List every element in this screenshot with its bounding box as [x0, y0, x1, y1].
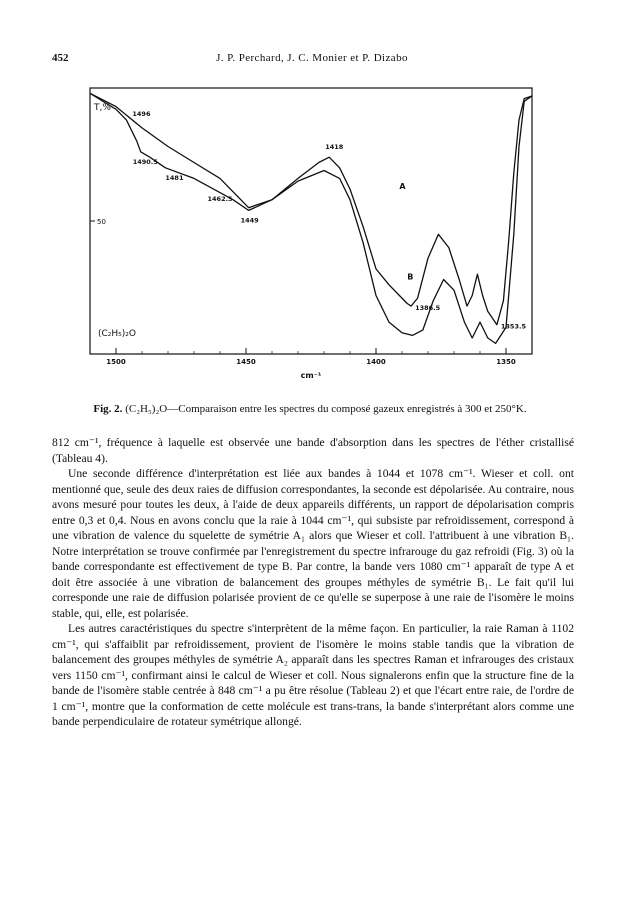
caption-label: Fig. 2. — [93, 403, 123, 415]
series-b-curve — [90, 93, 532, 343]
x-tick-label: 1400 — [366, 358, 386, 366]
paragraph-1: 812 cm⁻¹, fréquence à laquelle est observée une bande d'absorption dans les spectres de l'éther cristallisé (Tableau 4). — [52, 436, 574, 465]
peak-label: 1496 — [132, 109, 151, 118]
peak-label: 1449 — [240, 216, 259, 225]
series-label-a: A — [399, 182, 406, 192]
body-text — [52, 435, 574, 730]
peak-label: 1481 — [165, 173, 184, 182]
ir-spectrum-chart — [60, 78, 560, 400]
peak-label: 1490.5 — [132, 157, 158, 166]
series-label-b: B — [407, 272, 414, 282]
x-tick-label: 1350 — [496, 358, 516, 366]
peak-label: 1353.5 — [500, 322, 526, 331]
running-header — [52, 52, 572, 68]
plot-frame — [90, 88, 532, 354]
figure-caption — [60, 402, 560, 416]
peak-label: 1386.5 — [415, 304, 441, 313]
y-tick-label: 50 — [97, 218, 106, 226]
series-a-curve — [90, 93, 532, 324]
x-tick-label: 1500 — [106, 358, 126, 366]
y-axis-label: T,% — [94, 103, 111, 113]
compound-label: (C₂H₅)₂O — [98, 329, 136, 339]
page-number: 452 — [52, 52, 69, 64]
peak-label: 1462.5 — [207, 195, 233, 204]
spectrum-figure — [60, 78, 560, 400]
paragraph-2: Une seconde différence d'interprétation est liée aux bandes à 1044 et 1078 cm⁻¹. Wieser et coll. ont mentionné que, seule des deux raies de diffusion correspondantes, la seconde est dépolarisée. Au contraire, nous avons mesuré pour toutes les deux, à l'aide de deux appareils différents, un rapport de dépolarisation compris entre 0,3 et 0,4. Nous en avons conclu que la raie à 1044 cm⁻¹, qui subsiste par refroidissement, correspond à une vibration de valence du squelette de symétrie A₁ alors que Wieser et coll. l'attribuent à une vibration B₁. Notre interprétation se trouve confirmée par l'enregistrement du spectre infrarouge du gaz refroidi (Fig. 3) où la bande correspondante est effectivement de type B. Par contre, la bande vers 1080 cm⁻¹ apparaît de type A et doit être associée à une vibration de balancement des groupes méthyles de symétrie B₁. Le fait qu'il lui corresponde une raie de diffusion polarisée provient de ce qu'elle se superpose à une raie de l'isomère le moins stable, qui, elle, est polarisée. — [52, 467, 574, 620]
caption-text: (C₂H₅)₂O—Comparaison entre les spectres du composé gazeux enregistrés à 300 et 250°K. — [125, 403, 527, 415]
x-tick-label: 1450 — [236, 358, 256, 366]
paragraph-3: Les autres caractéristiques du spectre s'interprètent de la même façon. En particulier, la raie Raman à 1102 cm⁻¹, qui s'affaiblit par refroidissement, provient de l'isomère le moins stable tandis que la vibration de balancement des groupes méthyles de symétrie A₂ apparaît dans les spectres Raman et infrarouges des cristaux vers 1150 cm⁻¹, confirmant ainsi le calcul de Wieser et coll. Nous signalerons enfin que la structure fine de la bande de l'isomère stable centrée à 848 cm⁻¹ a pu être résolue (Tableau 2) et que l'écart entre raie, de l'ordre de 1 cm⁻¹, montre que la conformation de cette molécule est trans-trans, la bande s'interprétant alors comme une bande perpendiculaire de rotateur symétrique allongé. — [52, 622, 574, 728]
running-title: J. P. Perchard, J. C. Monier et P. Dizabo — [216, 52, 408, 64]
x-axis-label: cm⁻¹ — [300, 371, 322, 380]
peak-label: 1418 — [325, 143, 344, 152]
